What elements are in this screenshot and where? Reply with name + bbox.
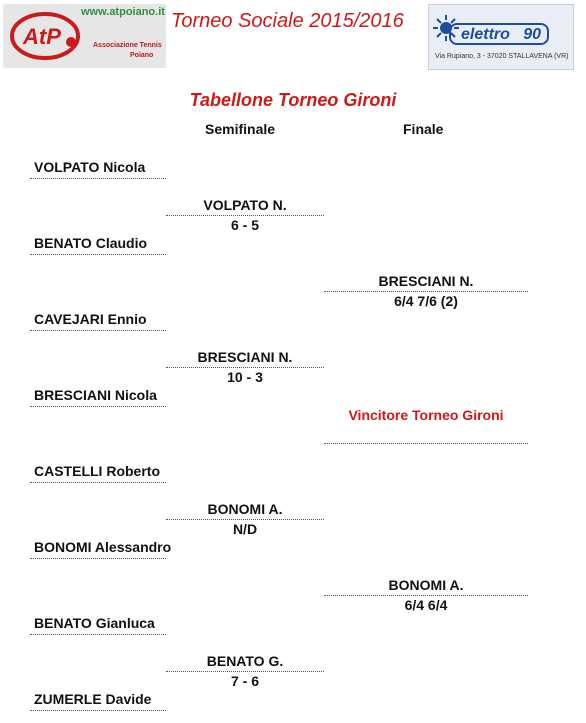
bracket-line — [30, 178, 166, 179]
semifinal-winner: BRESCIANI N. — [197, 349, 293, 365]
bracket-line — [30, 482, 166, 483]
bracket-line — [30, 254, 166, 255]
bracket-line — [30, 330, 166, 331]
atp-emblem-icon — [9, 10, 81, 62]
semifinal-score: 7 - 6 — [230, 673, 259, 689]
player-entry: VOLPATO Nicola — [34, 159, 146, 175]
elettro90-logo — [428, 4, 574, 70]
logo-org-line2: Poiano — [130, 52, 154, 59]
bracket-line — [166, 519, 324, 520]
bracket-line — [30, 406, 166, 407]
logo-brand — [449, 23, 549, 45]
header-title: Torneo Sociale 2015/2016 — [171, 10, 404, 32]
player-entry: BRESCIANI Nicola — [34, 387, 157, 403]
bracket-line — [30, 558, 166, 559]
semifinal-score: 10 - 3 — [227, 369, 263, 385]
player-entry: BONOMI Alessandro — [34, 539, 172, 555]
semifinal-winner: BENATO G. — [206, 653, 284, 669]
column-header-finale: Finale — [403, 121, 444, 137]
final-winner: BRESCIANI N. — [378, 273, 474, 289]
semifinal-score: 6 - 5 — [230, 217, 259, 233]
player-entry: BENATO Claudio — [34, 235, 148, 251]
player-entry: CASTELLI Roberto — [34, 463, 160, 479]
player-entry: BENATO Gianluca — [34, 615, 155, 631]
champion-label: Vincitore Torneo Gironi — [348, 407, 504, 423]
bracket-line — [166, 215, 324, 216]
svg-text:AtP: AtP — [23, 24, 61, 49]
atp-poiano-logo — [3, 4, 166, 68]
column-header-semifinale: Semifinale — [205, 121, 276, 137]
final-score: 6/4 7/6 (2) — [394, 293, 458, 309]
logo-brand-number: 90 — [523, 26, 541, 43]
champion-line — [324, 443, 528, 444]
player-entry: CAVEJARI Ennio — [34, 311, 147, 327]
logo-brand-text: elettro — [461, 26, 510, 43]
bracket-line — [166, 671, 324, 672]
page-title: Tabellone Torneo Gironi — [189, 90, 397, 110]
bracket-line — [30, 710, 166, 711]
player-entry: ZUMERLE Davide — [34, 691, 152, 707]
bracket-line — [324, 595, 528, 596]
logo-url: www.atpoiano.it — [81, 6, 165, 18]
semifinal-winner: VOLPATO N. — [203, 197, 287, 213]
bracket-line — [30, 634, 166, 635]
semifinal-score: N/D — [232, 521, 258, 537]
final-score: 6/4 6/4 — [404, 597, 448, 613]
bracket-line — [324, 291, 528, 292]
semifinal-winner: BONOMI A. — [207, 501, 283, 517]
bracket-line — [166, 367, 324, 368]
logo-address: Via Rupiano, 3 - 37020 STALLAVENA (VR) — [435, 53, 569, 60]
final-winner: BONOMI A. — [388, 577, 464, 593]
logo-org-line1: Associazione Tennis — [93, 42, 162, 49]
